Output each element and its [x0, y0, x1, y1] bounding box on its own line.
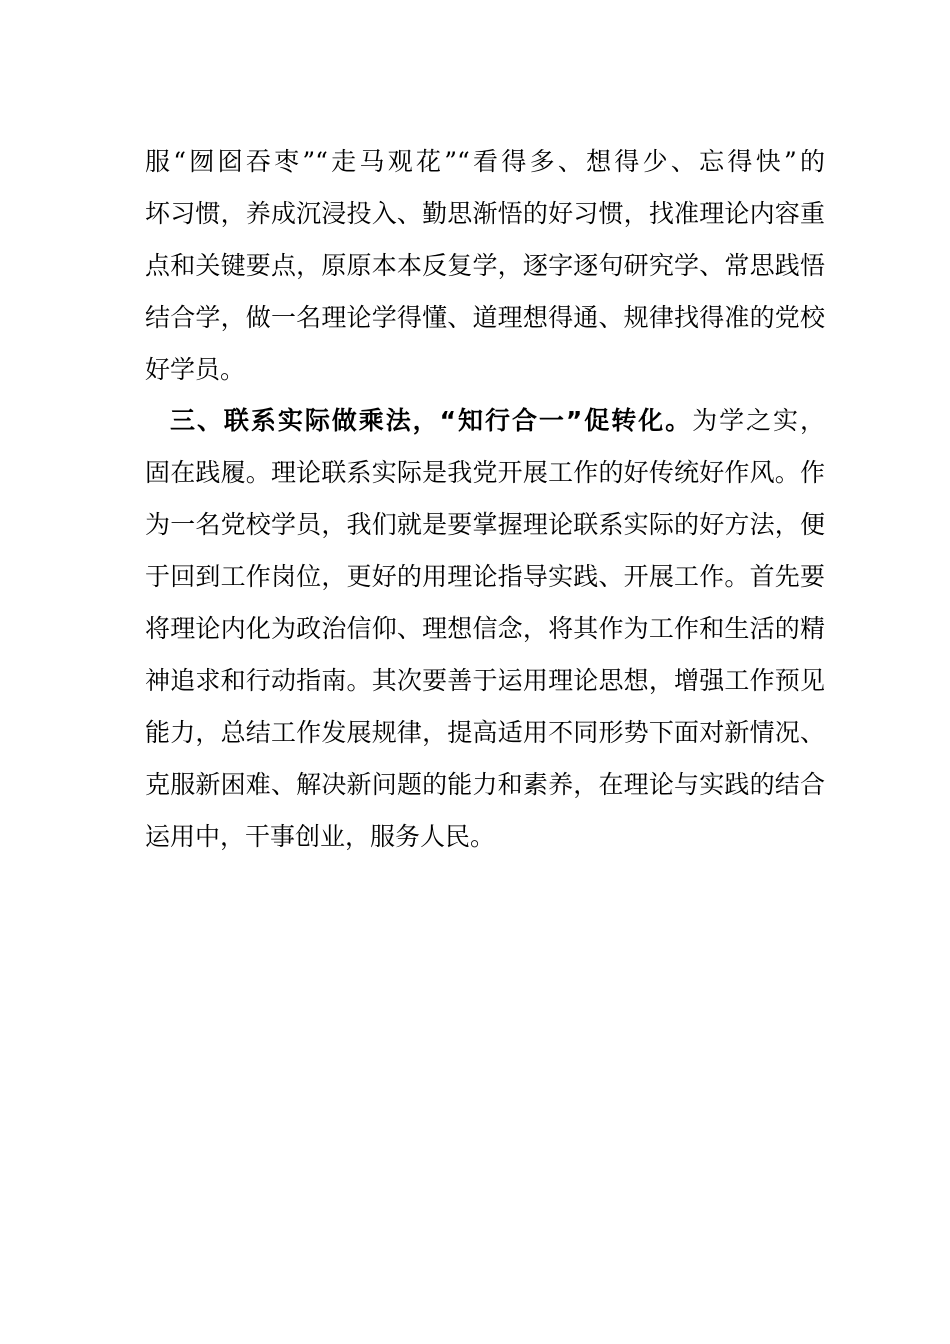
paragraph-2-line-8: 克服新困难、解决新问题的能力和素养，在理论与实践的结合: [145, 769, 825, 799]
paragraph-2-line-2: 固在践履。理论联系实际是我党开展工作的好传统好作风。作: [145, 458, 825, 488]
paragraph-2-line-4: 于回到工作岗位，更好的用理论指导实践、开展工作。首先要: [145, 562, 825, 592]
paragraph-2-line-9: 运用中，干事创业，服务人民。: [145, 821, 496, 851]
paragraph-2-line-3: 为一名党校学员，我们就是要掌握理论联系实际的好方法，便: [145, 510, 825, 540]
paragraph-1-line-3: 点和关键要点，原原本本反复学，逐字逐句研究学、常思践悟: [145, 250, 825, 280]
body-text: [145, 136, 825, 862]
paragraph-2-line-6: 神追求和行动指南。其次要善于运用理论思想，增强工作预见: [145, 665, 825, 695]
paragraph-1-line-4: 结合学，做一名理论学得懂、道理想得通、规律找得准的党校: [145, 302, 825, 332]
paragraph-2-line-1: [145, 395, 825, 447]
section-heading: 三、联系实际做乘法，“知行合一”促转化。: [170, 406, 693, 436]
paragraph-2-line-7: 能力，总结工作发展规律，提高适用不同形势下面对新情况、: [145, 717, 825, 747]
paragraph-2-line-1-rest: 为学之实，: [692, 406, 825, 436]
paragraph-1-line-1: 服“囫囵吞枣”“走马观花”“看得多、想得少、忘得快”的: [145, 147, 825, 176]
paragraph-2-line-5: 将理论内化为政治信仰、理想信念，将其作为工作和生活的精: [145, 614, 825, 644]
paragraph-1-line-5: 好学员。: [145, 354, 246, 384]
paragraph-1-line-2: 坏习惯，养成沉浸投入、勤思渐悟的好习惯，找准理论内容重: [145, 198, 825, 228]
